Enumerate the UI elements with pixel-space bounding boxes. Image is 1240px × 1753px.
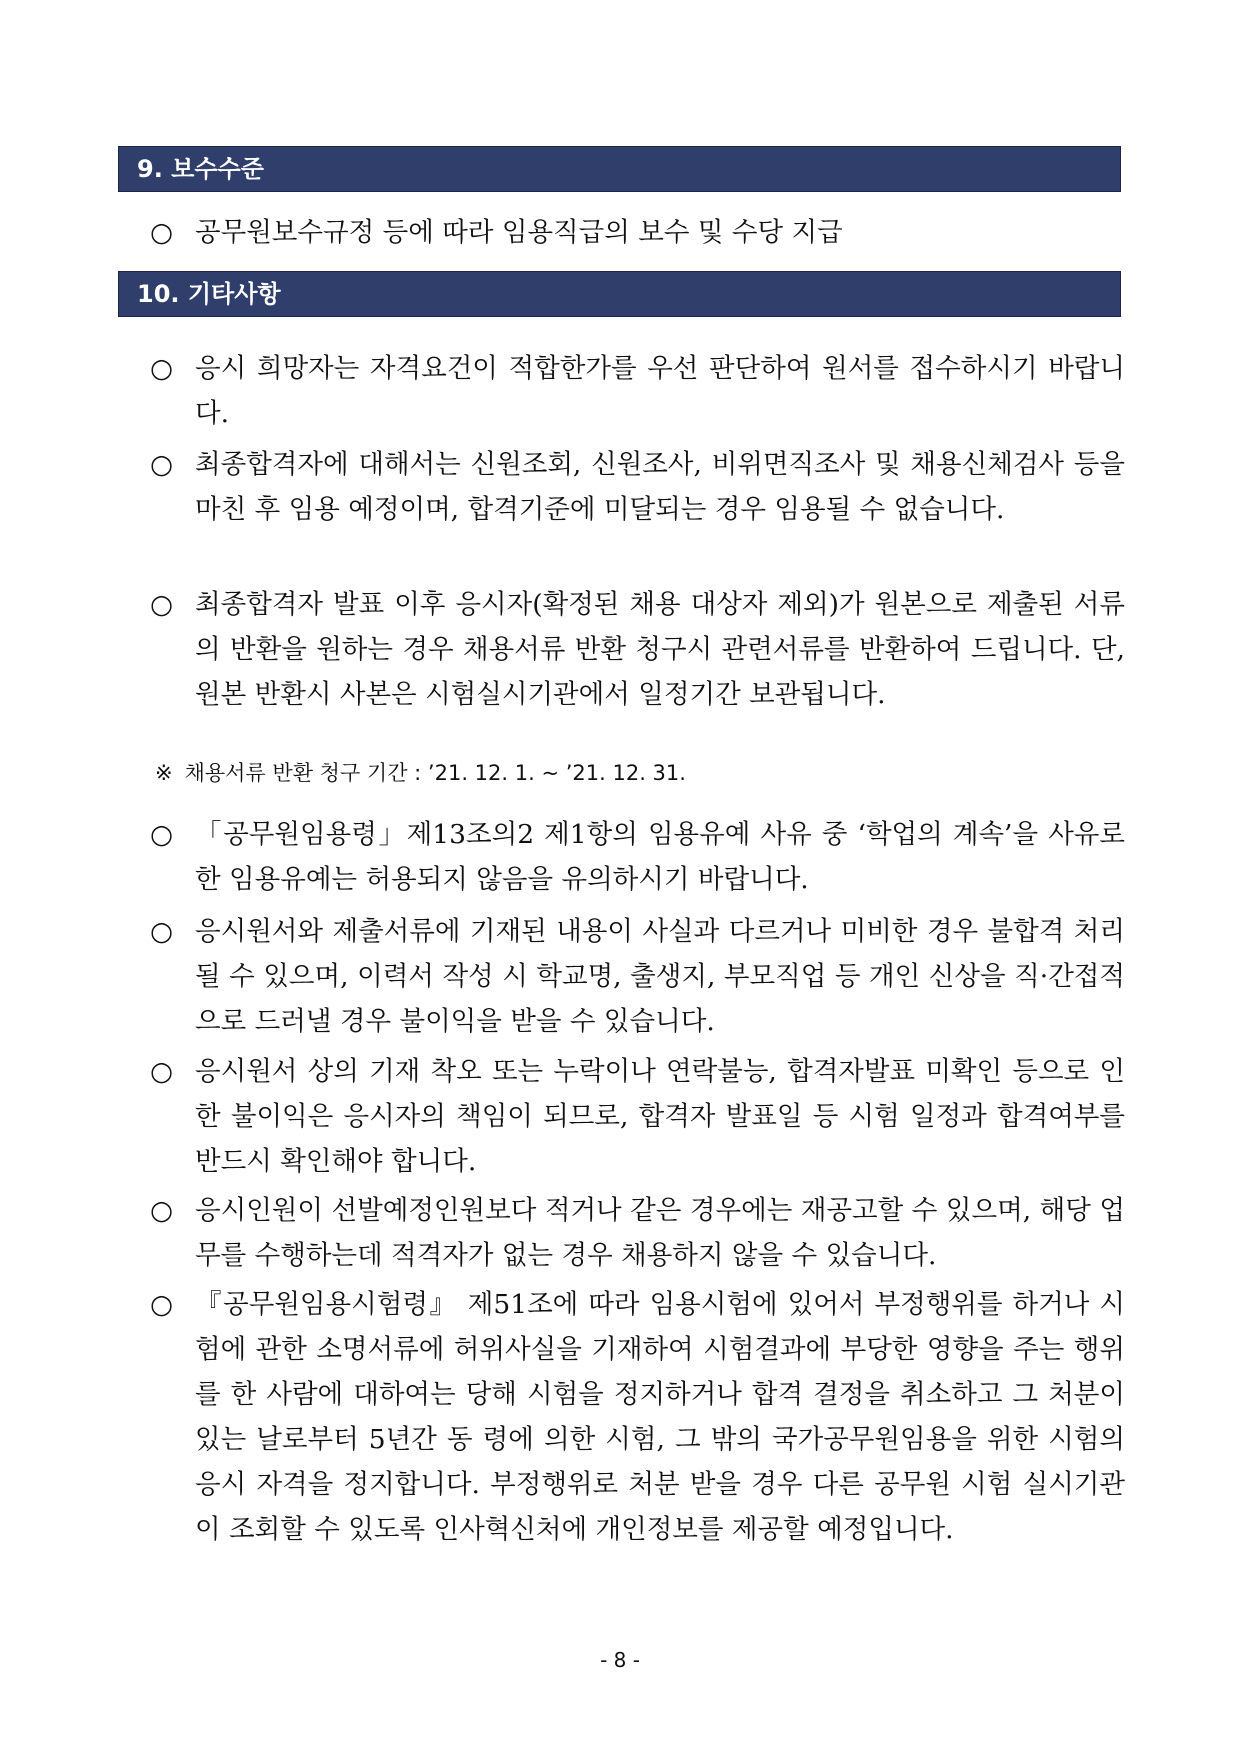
- return-period-note: [155, 758, 1115, 788]
- section-10-header: [118, 271, 1121, 317]
- item-text: 『공무원임용시험령』 제51조에 따라 임용시험에 있어서 부정행위를 하거나 시험에 관한 소명서류에 허위사실을 기재하여 시험결과에 부당한 영향을 주는 행위를 한 사람에 대하여는 당해 시험을 정지하거나 합격 결정을 취소하고 그 처분이 있는 날로부터 5년간 동 령에 의한 시험, 그 밖의 국가공무원임용을 위한 시험의 응시 자격을 정지합니다. 부정행위로 처분 받을 경우 다른 공무원 시험 실시기관이 조회할 수 있도록 인사혁신처에 개인정보를 제공할 예정입니다.: [195, 1289, 1125, 1545]
- item-text: 응시 희망자는 자격요건이 적합한가를 우선 판단하여 원서를 접수하시기 바랍니다.: [195, 353, 1125, 429]
- section-10-item-4: [150, 812, 1125, 902]
- section-9-title: 9. 보수수준: [137, 155, 264, 183]
- section-9-item-1: [150, 210, 1125, 255]
- section-10-item-8: [150, 1282, 1125, 1552]
- section-10-item-5: [150, 909, 1125, 1044]
- section-10-item-2: [150, 442, 1125, 532]
- circle-bullet-icon: ○: [150, 916, 174, 947]
- circle-bullet-icon: ○: [150, 449, 174, 480]
- item-text: 공무원보수규정 등에 따라 임용직급의 보수 및 수당 지급: [195, 217, 843, 248]
- note-text: 채용서류 반환 청구 기간 : ’21. 12. 1. ~ ’21. 12. 31.: [184, 761, 686, 785]
- circle-bullet-icon: ○: [150, 589, 174, 620]
- circle-bullet-icon: ○: [150, 1195, 174, 1226]
- section-10-item-1: [150, 346, 1125, 436]
- item-text: 응시인원이 선발예정인원보다 적거나 같은 경우에는 재공고할 수 있으며, 해당 업무를 수행하는데 적격자가 없는 경우 채용하지 않을 수 있습니다.: [195, 1195, 1125, 1271]
- item-text: 응시원서와 제출서류에 기재된 내용이 사실과 다르거나 미비한 경우 불합격 처리될 수 있으며, 이력서 작성 시 학교명, 출생지, 부모직업 등 개인 신상을 직·간접적으로 드러낼 경우 불이익을 받을 수 있습니다.: [195, 916, 1125, 1037]
- item-text: 최종합격자에 대해서는 신원조회, 신원조사, 비위면직조사 및 채용신체검사 등을 마친 후 임용 예정이며, 합격기준에 미달되는 경우 임용될 수 없습니다.: [195, 449, 1125, 525]
- page-number: - 8 -: [600, 1648, 640, 1672]
- reference-mark-icon: ※: [155, 761, 173, 785]
- item-text: 응시원서 상의 기재 착오 또는 누락이나 연락불능, 합격자발표 미확인 등으로 인한 불이익은 응시자의 책임이 되므로, 합격자 발표일 등 시험 일정과 합격여부를 반드시 확인해야 합니다.: [195, 1056, 1125, 1177]
- circle-bullet-icon: ○: [150, 1289, 174, 1320]
- item-text: 최종합격자 발표 이후 응시자(확정된 채용 대상자 제외)가 원본으로 제출된 서류의 반환을 원하는 경우 채용서류 반환 청구시 관련서류를 반환하여 드립니다. 단, 원본 반환시 사본은 시험실시기관에서 일정기간 보관됩니다.: [195, 589, 1125, 710]
- section-10-item-6: [150, 1049, 1125, 1184]
- item-text: 「공무원임용령」제13조의2 제1항의 임용유예 사유 중 ‘학업의 계속’을 사유로 한 임용유예는 허용되지 않음을 유의하시기 바랍니다.: [195, 819, 1125, 895]
- section-10-item-3: [150, 582, 1125, 717]
- section-10-item-7: [150, 1188, 1125, 1278]
- circle-bullet-icon: ○: [150, 217, 174, 248]
- circle-bullet-icon: ○: [150, 353, 174, 384]
- section-9-header: [118, 146, 1121, 192]
- section-10-title: 10. 기타사항: [137, 280, 281, 308]
- circle-bullet-icon: ○: [150, 1056, 174, 1087]
- circle-bullet-icon: ○: [150, 819, 174, 850]
